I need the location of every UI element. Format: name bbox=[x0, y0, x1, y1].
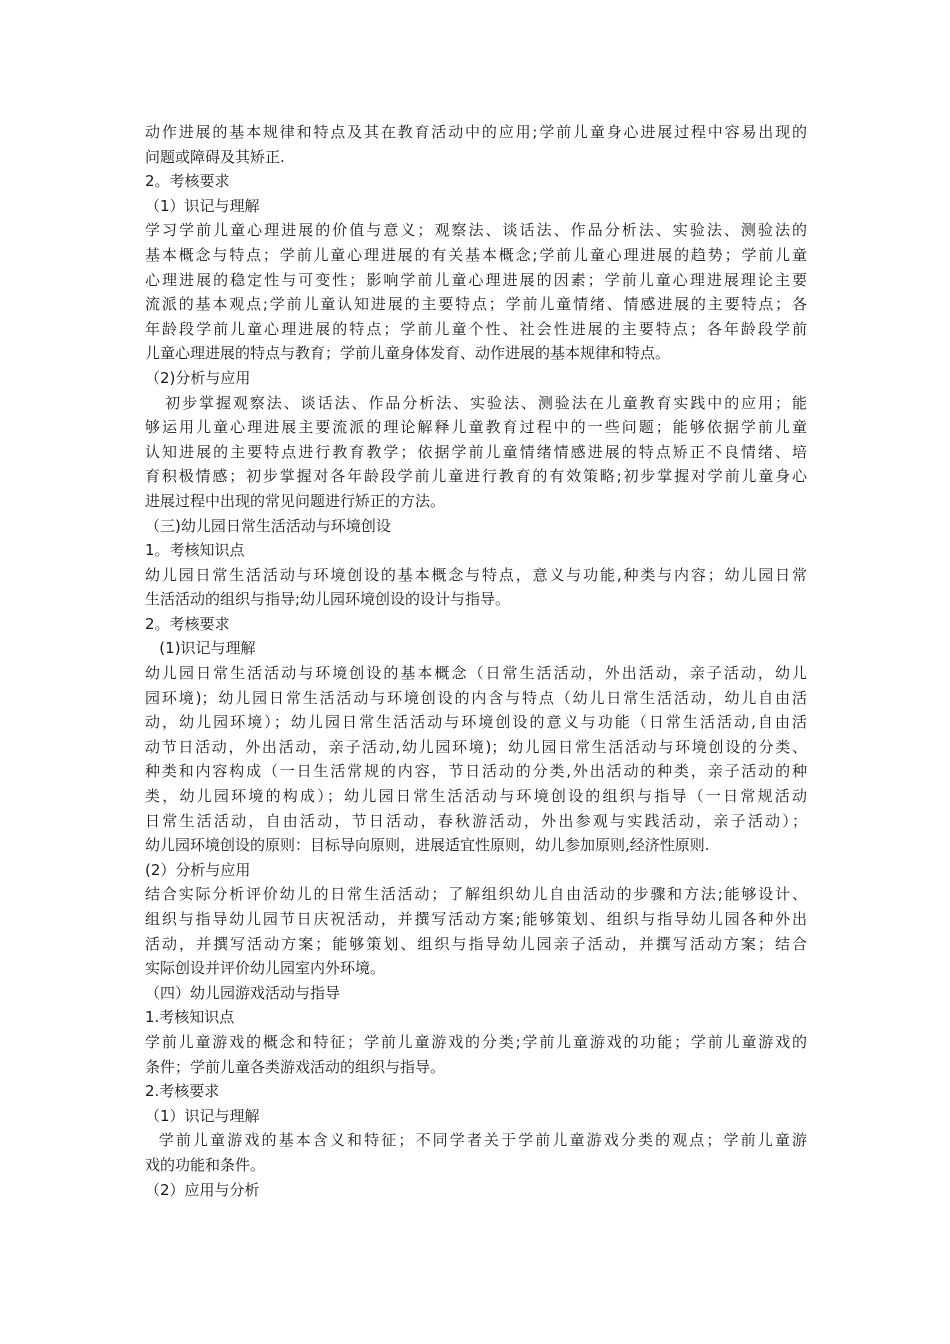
section-heading: 2.考核要求 bbox=[145, 1082, 220, 1101]
paragraph-line: 类，幼儿园环境的构成）；幼儿园日常生活活动与环境创设的组织与指导（一日常规活动 bbox=[145, 787, 807, 806]
paragraph-line: 心理进展的稳定性与可变性；影响学前儿童心理进展的因素；学前儿童心理进展理论主要 bbox=[145, 270, 807, 289]
section-heading: （三)幼儿园日常生活活动与环境创设 bbox=[145, 516, 391, 535]
paragraph-line: 活动，并撰写活动方案；能够策划、组织与指导幼儿园亲子活动，并撰写活动方案；结合 bbox=[145, 934, 807, 953]
document-body bbox=[145, 120, 807, 1202]
paragraph-line: 年龄段学前儿童心理进展的特点；学前儿童个性、社会性进展的主要特点；各年龄段学前 bbox=[145, 319, 807, 338]
section-heading: 1.考核知识点 bbox=[145, 1008, 235, 1027]
paragraph-line: 初步掌握观察法、谈话法、作品分析法、实验法、测验法在儿童教育实践中的应用；能 bbox=[145, 393, 807, 412]
section-heading: 2。考核要求 bbox=[145, 614, 230, 633]
paragraph-line: 基本概念与特点；学前儿童心理进展的有关基本概念;学前儿童心理进展的趋势；学前儿童 bbox=[145, 245, 807, 264]
paragraph-line: 条件；学前儿童各类游戏活动的组织与指导。 bbox=[145, 1057, 446, 1076]
section-heading: （2)分析与应用 bbox=[145, 368, 251, 387]
paragraph-line: 戏的功能和条件。 bbox=[145, 1155, 266, 1174]
section-heading: （1）识记与理解 bbox=[145, 1106, 260, 1125]
section-heading: 2。考核要求 bbox=[145, 172, 230, 191]
section-heading: (1)识记与理解 bbox=[145, 639, 256, 658]
paragraph-line: 儿童心理进展的特点与教育；学前儿童身体发育、动作进展的基本规律和特点。 bbox=[145, 344, 671, 363]
section-heading: （1）识记与理解 bbox=[145, 196, 260, 215]
paragraph-line: 问题或障碍及其矫正. bbox=[145, 147, 285, 166]
paragraph-line: 幼儿园日常生活活动与环境创设的基本概念（日常生活活动，外出活动，亲子活动，幼儿 bbox=[145, 664, 807, 683]
paragraph-line: 日常生活活动，自由活动，节日活动，春秋游活动，外出参观与实践活动，亲子活动）； bbox=[145, 811, 807, 830]
paragraph-line: 学前儿童游戏的基本含义和特征；不同学者关于学前儿童游戏分类的观点；学前儿童游 bbox=[145, 1131, 807, 1150]
paragraph-line: 流派的基本观点;学前儿童认知进展的主要特点；学前儿童情绪、情感进展的主要特点；各 bbox=[145, 295, 807, 314]
paragraph-line: 动作进展的基本规律和特点及其在教育活动中的应用;学前儿童身心进展过程中容易出现的 bbox=[145, 123, 807, 141]
section-heading: （2）应用与分析 bbox=[145, 1180, 260, 1199]
paragraph-line: 种类和内容构成（一日生活常规的内容，节日活动的分类,外出活动的种类，亲子活动的种 bbox=[145, 762, 807, 781]
paragraph-line: 实际创设并评价幼儿园室内外环境。 bbox=[145, 959, 386, 978]
paragraph-line: 学习学前儿童心理进展的价值与意义；观察法、谈话法、作品分析法、实验法、测验法的 bbox=[145, 221, 807, 240]
paragraph-line: 育积极情感；初步掌握对各年龄段学前儿童进行教育的有效策略;初步掌握对学前儿童身心 bbox=[145, 467, 807, 486]
paragraph-line: 动，幼儿园环境）；幼儿园日常生活活动与环境创设的意义与功能（日常生活活动,自由活 bbox=[145, 713, 807, 732]
paragraph-line: 认知进展的主要特点进行教育教学；依据学前儿童情绪情感进展的特点矫正不良情绪、培 bbox=[145, 442, 807, 461]
section-heading: 1。考核知识点 bbox=[145, 541, 245, 560]
paragraph-line: 园环境)；幼儿园日常生活活动与环境创设的内含与特点（幼儿日常生活活动，幼儿自由活 bbox=[145, 688, 807, 707]
paragraph-line: 幼儿园日常生活活动与环境创设的基本概念与特点，意义与功能,种类与内容；幼儿园日常 bbox=[145, 565, 807, 584]
paragraph-line: 结合实际分析评价幼儿的日常生活活动；了解组织幼儿自由活动的步骤和方法;能够设计、 bbox=[145, 885, 807, 904]
paragraph-line: 幼儿园环境创设的原则：目标导向原则，进展适宜性原则，幼儿参加原则,经济性原则. bbox=[145, 836, 710, 855]
paragraph-line: 动节日活动，外出活动，亲子活动,幼儿园环境)；幼儿园日常生活活动与环境创设的分类、 bbox=[145, 737, 807, 756]
paragraph-line: 进展过程中出现的常见问题进行矫正的方法。 bbox=[145, 491, 446, 510]
paragraph-line: 学前儿童游戏的概念和特征；学前儿童游戏的分类;学前儿童游戏的功能；学前儿童游戏的 bbox=[145, 1032, 807, 1051]
section-heading: (2）分析与应用 bbox=[145, 860, 251, 879]
section-heading: （四）幼儿园游戏活动与指导 bbox=[145, 983, 341, 1002]
paragraph-line: 够运用儿童心理进展主要流派的理论解释儿童教育过程中的一些问题；能够依据学前儿童 bbox=[145, 418, 807, 437]
paragraph-line: 生活活动的组织与指导;幼儿园环境创设的设计与指导。 bbox=[145, 590, 511, 609]
paragraph-line: 组织与指导幼儿园节日庆祝活动，并撰写活动方案;能够策划、组织与指导幼儿园各种外出 bbox=[145, 910, 807, 928]
